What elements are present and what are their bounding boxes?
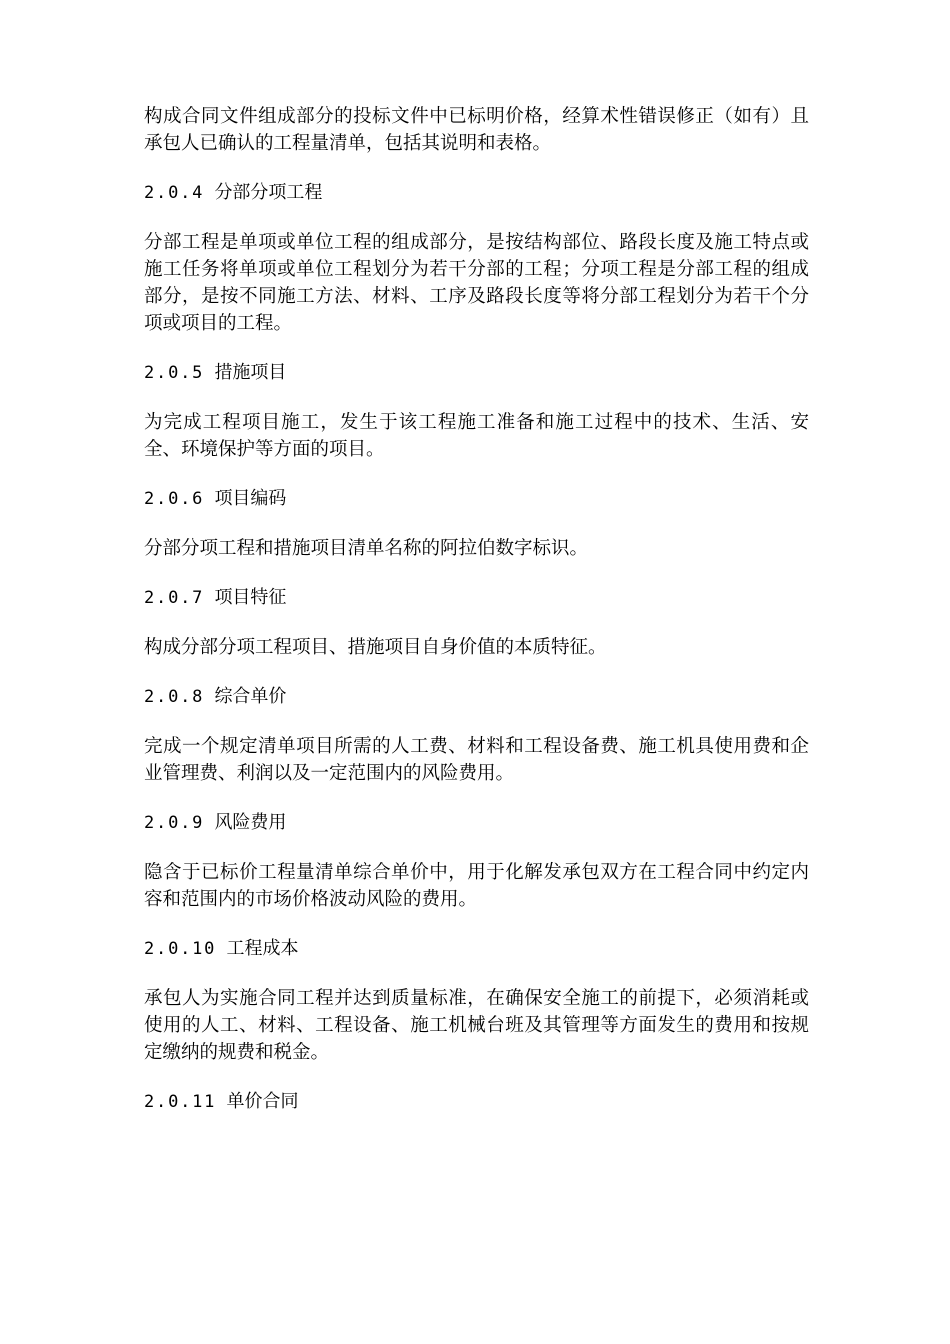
section-title: 工程成本 — [226, 938, 299, 959]
section-heading-2-0-4 — [144, 181, 809, 205]
section-body-2-0-8: 完成一个规定清单项目所需的人工费、材料和工程设备费、施工机具使用费和企业管理费、利润以及一定范围内的风险费用。 — [144, 736, 809, 784]
section-heading-2-0-10 — [144, 937, 809, 961]
section-body-2-0-10: 承包人为实施合同工程并达到质量标准，在确保安全施工的前提下，必须消耗或使用的人工、材料、工程设备、施工机械台班及其管理等方面发生的费用和按规定缴纳的规费和税金。 — [144, 988, 809, 1063]
section-number: 2.0.6 — [144, 489, 205, 509]
section-number: 2.0.4 — [144, 183, 205, 203]
section-title: 项目特征 — [214, 587, 287, 608]
section-title: 措施项目 — [214, 362, 287, 383]
section-title: 项目编码 — [214, 488, 287, 509]
section-body-2-0-9: 隐含于已标价工程量清单综合单价中，用于化解发承包双方在工程合同中约定内容和范围内的市场价格波动风险的费用。 — [144, 862, 809, 910]
section-heading-2-0-5 — [144, 361, 809, 385]
section-heading-2-0-9 — [144, 811, 809, 835]
section-number: 2.0.9 — [144, 813, 205, 833]
section-number: 2.0.8 — [144, 687, 205, 707]
section-number: 2.0.7 — [144, 588, 205, 608]
section-body-2-0-4: 分部工程是单项或单位工程的组成部分，是按结构部位、路段长度及施工特点或施工任务将单项或单位工程划分为若干分部的工程；分项工程是分部工程的组成部分，是按不同施工方法、材料、工序及路段长度等将分部工程划分为若干个分项或项目的工程。 — [144, 232, 809, 334]
section-number: 2.0.11 — [144, 1092, 217, 1112]
section-heading-2-0-6 — [144, 487, 809, 511]
document-page — [144, 103, 809, 1138]
section-heading-2-0-7 — [144, 586, 809, 610]
intro-paragraph: 构成合同文件组成部分的投标文件中已标明价格，经算术性错误修正（如有）且承包人已确认的工程量清单，包括其说明和表格。 — [144, 106, 809, 154]
section-body-2-0-5: 为完成工程项目施工，发生于该工程施工准备和施工过程中的技术、生活、安全、环境保护等方面的项目。 — [144, 412, 809, 460]
section-body-2-0-6: 分部分项工程和措施项目清单名称的阿拉伯数字标识。 — [144, 538, 589, 559]
section-heading-2-0-8 — [144, 685, 809, 709]
section-number: 2.0.10 — [144, 939, 217, 959]
section-title: 分部分项工程 — [214, 182, 323, 203]
section-title: 单价合同 — [226, 1091, 299, 1112]
section-title: 风险费用 — [214, 812, 287, 833]
section-heading-2-0-11 — [144, 1090, 809, 1114]
section-number: 2.0.5 — [144, 363, 205, 383]
section-title: 综合单价 — [214, 686, 287, 707]
section-body-2-0-7: 构成分部分项工程项目、措施项目自身价值的本质特征。 — [144, 637, 607, 658]
